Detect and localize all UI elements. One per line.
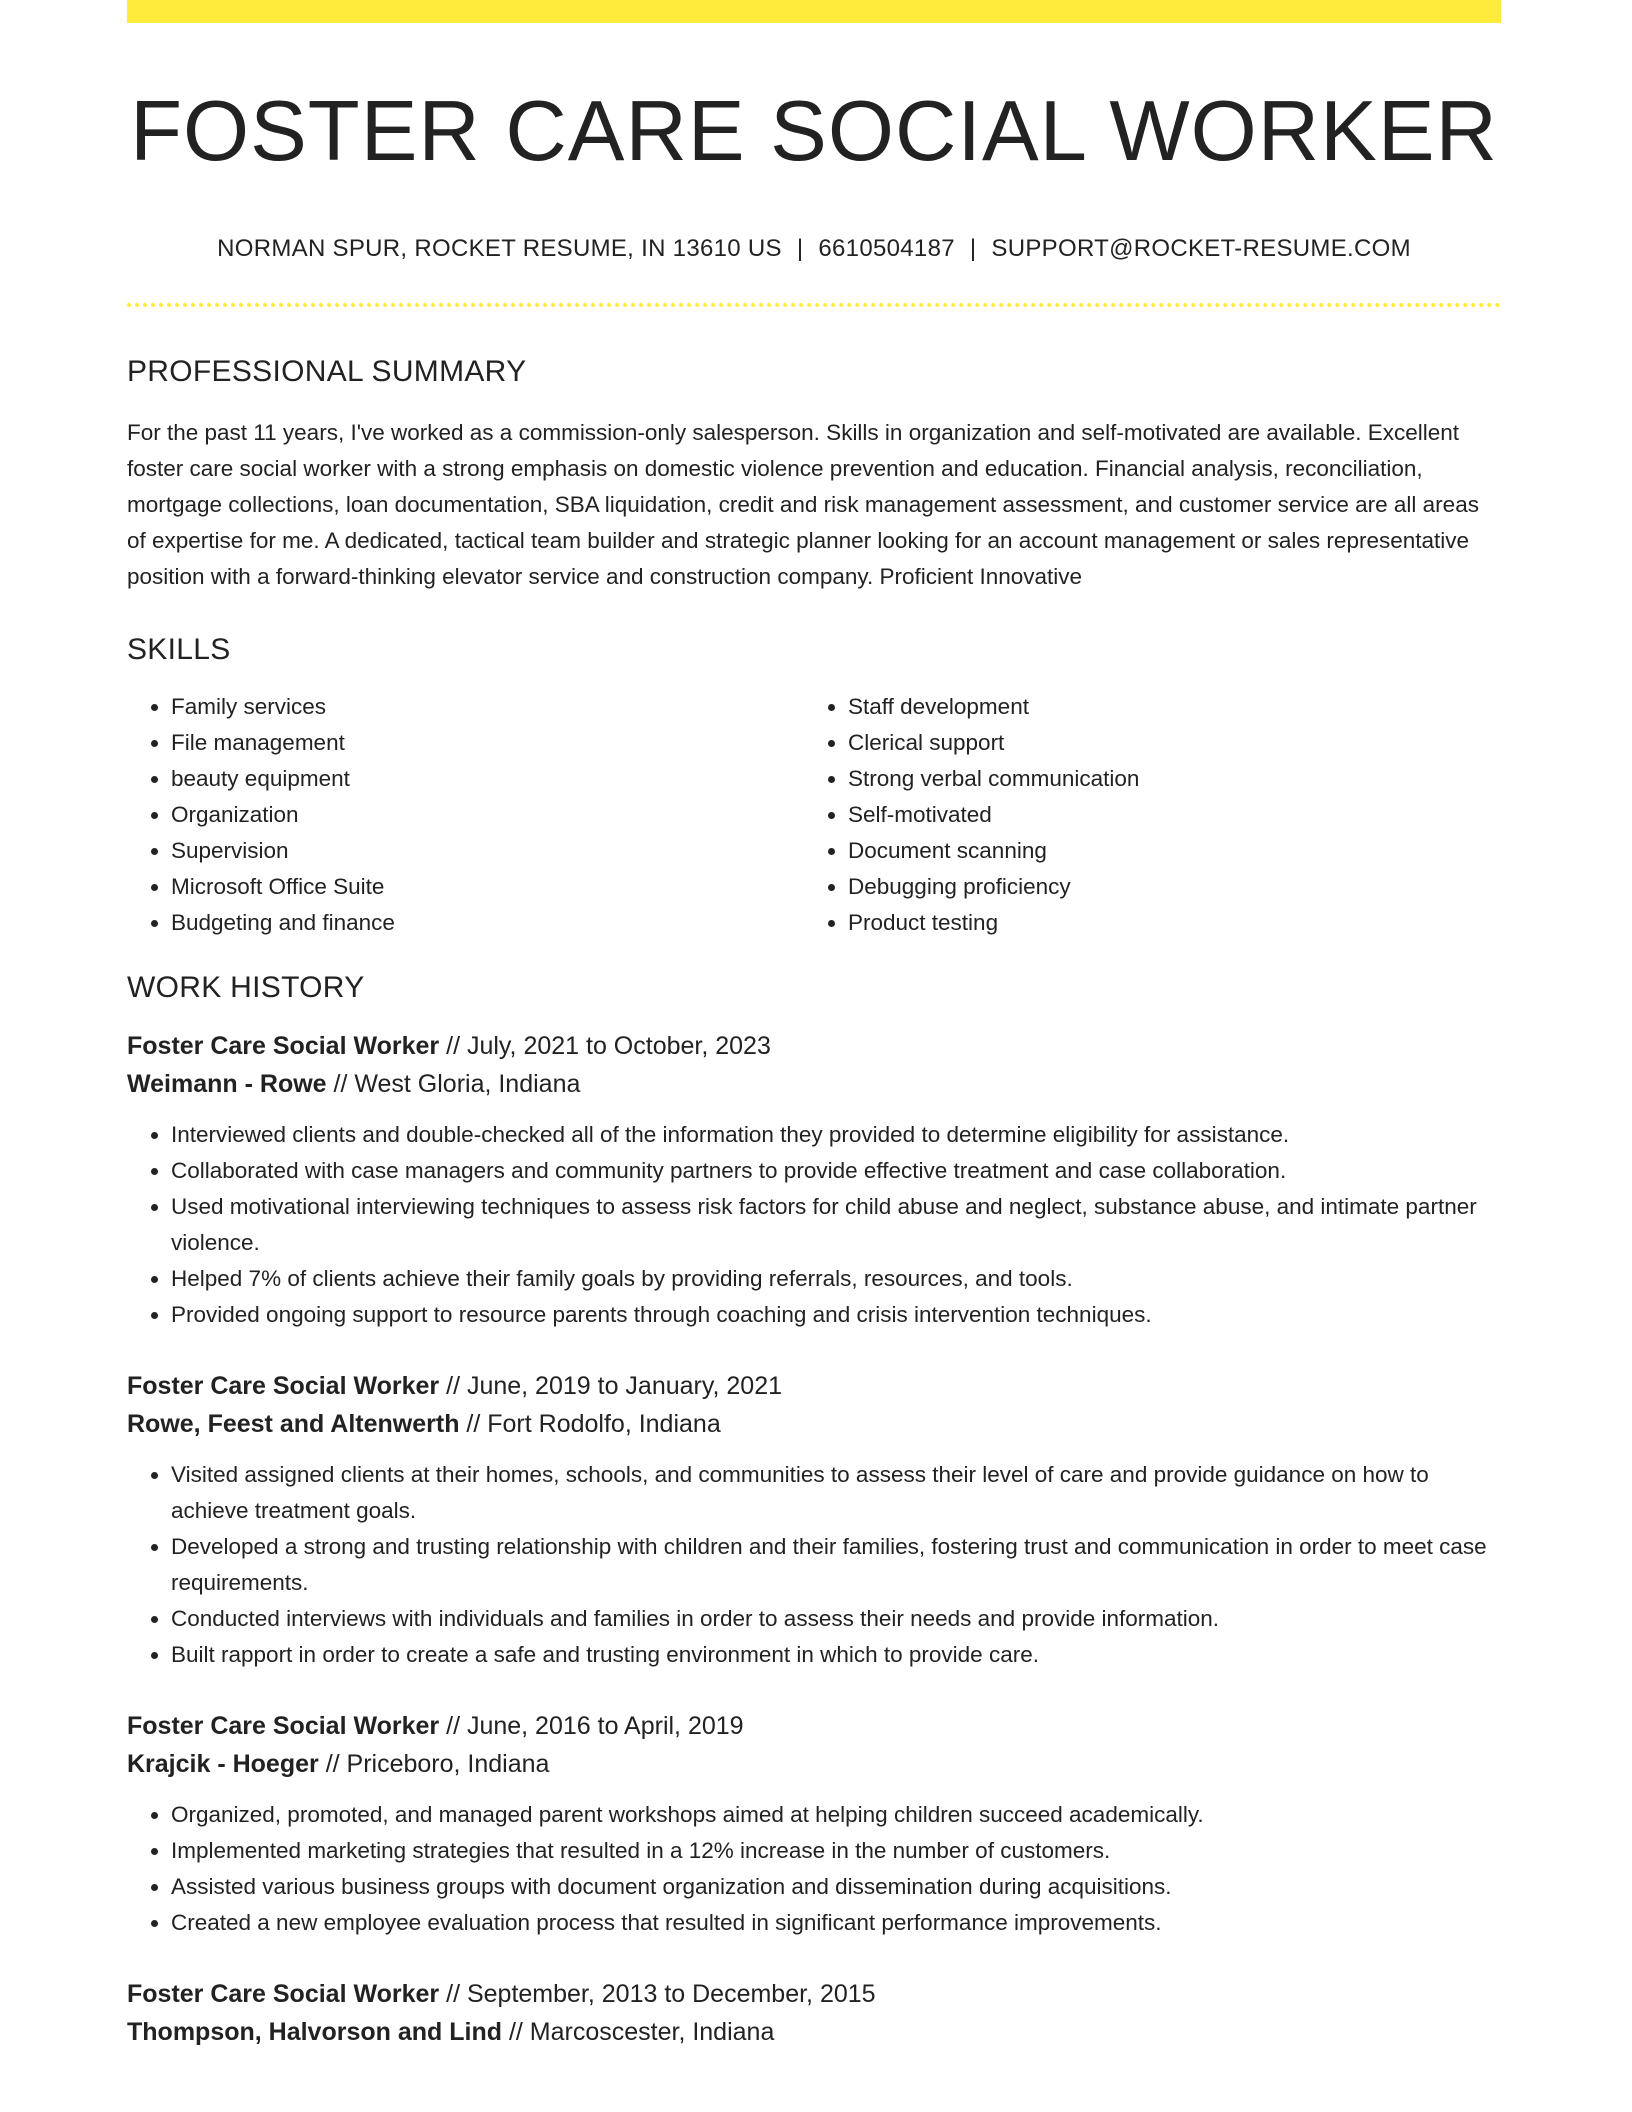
job-dates: // June, 2016 to April, 2019 bbox=[439, 1711, 744, 1740]
job-title: Foster Care Social Worker bbox=[127, 1371, 440, 1400]
job-bullet: • Built rapport in order to create a safe and trusting environment in which to provide care. bbox=[171, 1637, 1501, 1673]
skill-item: • Family services bbox=[171, 689, 804, 725]
job-entry bbox=[127, 1027, 1501, 1333]
job-location: // Marcoscester, Indiana bbox=[502, 2017, 775, 2046]
job-bullet: • Conducted interviews with individuals and families in order to assess their needs and provide information. bbox=[171, 1601, 1501, 1637]
skill-item: • Budgeting and finance bbox=[171, 905, 804, 941]
summary-text: For the past 11 years, I've worked as a commission-only salesperson. Skills in organization and self-motivated are available. Excellent foster care social worker with a strong emphasis on domestic violence prevention and education. Financial analysis, reconciliation, mortgage collections, loan documentation, SBA liquidation, credit and risk management assessment, and customer service are all areas of expertise for me. A dedicated, tactical team builder and strategic planner looking for an account management or sales representative position with a forward-thinking elevator service and construction company. Proficient Innovative bbox=[127, 419, 1479, 589]
job-location: // Fort Rodolfo, Indiana bbox=[459, 1409, 721, 1438]
job-location: // West Gloria, Indiana bbox=[326, 1069, 581, 1098]
job-company-line bbox=[127, 2013, 1501, 2051]
summary-heading: PROFESSIONAL SUMMARY bbox=[127, 354, 527, 388]
job-dates: // June, 2019 to January, 2021 bbox=[439, 1371, 783, 1400]
skill-item: • Organization bbox=[171, 797, 804, 833]
accent-top-bar bbox=[127, 0, 1501, 23]
job-entry bbox=[127, 1367, 1501, 1673]
skills-left-column bbox=[127, 689, 804, 941]
contact-separator: | bbox=[969, 234, 977, 262]
job-company: Krajcik - Hoeger bbox=[127, 1749, 319, 1778]
job-title-line bbox=[127, 1707, 1501, 1745]
job-bullet: • Created a new employee evaluation process that resulted in significant performance improvements. bbox=[171, 1905, 1501, 1941]
job-location: // Priceboro, Indiana bbox=[318, 1749, 550, 1778]
contact-separator: | bbox=[796, 234, 804, 262]
resume-title: FOSTER CARE SOCIAL WORKER bbox=[130, 84, 1498, 179]
dotted-divider bbox=[127, 303, 1501, 307]
skill-item: • Document scanning bbox=[848, 833, 1481, 869]
skills-heading: SKILLS bbox=[127, 632, 231, 666]
job-bullet-list bbox=[127, 1797, 1501, 1941]
skills-right-column bbox=[804, 689, 1481, 941]
skill-item: • Microsoft Office Suite bbox=[171, 869, 804, 905]
job-title: Foster Care Social Worker bbox=[127, 1031, 440, 1060]
skill-item: • Supervision bbox=[171, 833, 804, 869]
skill-item: • Product testing bbox=[848, 905, 1481, 941]
contact-phone: 6610504187 bbox=[818, 234, 955, 262]
job-bullet: • Collaborated with case managers and community partners to provide effective treatment and case collaboration. bbox=[171, 1153, 1501, 1189]
job-company-line bbox=[127, 1405, 1501, 1443]
skills-grid bbox=[127, 689, 1501, 941]
skill-item: • Strong verbal communication bbox=[848, 761, 1481, 797]
job-bullet: • Organized, promoted, and managed parent workshops aimed at helping children succeed academically. bbox=[171, 1797, 1501, 1833]
job-title: Foster Care Social Worker bbox=[127, 1711, 440, 1740]
job-company: Thompson, Halvorson and Lind bbox=[127, 2017, 502, 2046]
work-history-heading: WORK HISTORY bbox=[127, 970, 365, 1004]
job-title-line bbox=[127, 1027, 1501, 1065]
job-bullet: • Provided ongoing support to resource parents through coaching and crisis intervention techniques. bbox=[171, 1297, 1501, 1333]
contact-address: NORMAN SPUR, ROCKET RESUME, IN 13610 US bbox=[217, 234, 782, 262]
skill-item: • Debugging proficiency bbox=[848, 869, 1481, 905]
job-dates: // July, 2021 to October, 2023 bbox=[439, 1031, 771, 1060]
job-bullet: • Interviewed clients and double-checked all of the information they provided to determine eligibility for assistance. bbox=[171, 1117, 1501, 1153]
job-title: Foster Care Social Worker bbox=[127, 1979, 440, 2008]
job-bullet: • Used motivational interviewing techniques to assess risk factors for child abuse and neglect, substance abuse, and intimate partner violence. bbox=[171, 1189, 1501, 1261]
job-title-line bbox=[127, 1367, 1501, 1405]
job-entry bbox=[127, 1707, 1501, 1941]
skill-item: • Self-motivated bbox=[848, 797, 1481, 833]
job-entry bbox=[127, 1975, 1501, 2051]
skill-item: • Staff development bbox=[848, 689, 1481, 725]
job-bullet: • Implemented marketing strategies that resulted in a 12% increase in the number of customers. bbox=[171, 1833, 1501, 1869]
job-company: Weimann - Rowe bbox=[127, 1069, 327, 1098]
job-bullet-list bbox=[127, 1117, 1501, 1333]
job-company-line bbox=[127, 1745, 1501, 1783]
contact-email: SUPPORT@ROCKET-RESUME.COM bbox=[991, 234, 1411, 262]
skill-item: • File management bbox=[171, 725, 804, 761]
contact-line bbox=[127, 235, 1501, 263]
skill-item: • Clerical support bbox=[848, 725, 1481, 761]
job-bullet: • Visited assigned clients at their homes, schools, and communities to assess their level of care and provide guidance on how to achieve treatment goals. bbox=[171, 1457, 1501, 1529]
job-bullet: • Helped 7% of clients achieve their family goals by providing referrals, resources, and tools. bbox=[171, 1261, 1501, 1297]
job-title-line bbox=[127, 1975, 1501, 2013]
job-company-line bbox=[127, 1065, 1501, 1103]
job-dates: // September, 2013 to December, 2015 bbox=[439, 1979, 876, 2008]
job-bullet: • Assisted various business groups with document organization and dissemination during acquisitions. bbox=[171, 1869, 1501, 1905]
resume-page bbox=[127, 0, 1501, 2051]
skill-item: • beauty equipment bbox=[171, 761, 804, 797]
job-bullet: • Developed a strong and trusting relationship with children and their families, fostering trust and communication in order to meet case requirements. bbox=[171, 1529, 1501, 1601]
job-bullet-list bbox=[127, 1457, 1501, 1673]
job-company: Rowe, Feest and Altenwerth bbox=[127, 1409, 460, 1438]
